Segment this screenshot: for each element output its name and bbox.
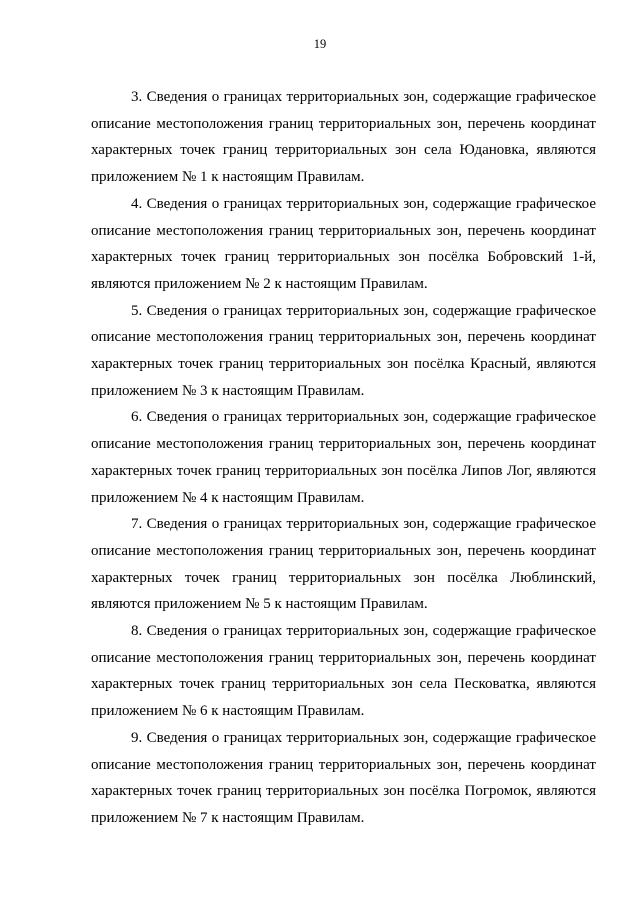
paragraph-item-8: 8. Сведения о границах территориальных зон, содержащие графическое описание местоположения границ территориальных зон, перечень координат характерных точек границ территориальных зон села Песковатка, являются приложением № 6 к настоящим Правилам. xyxy=(91,623,596,720)
paragraph-item-3: 3. Сведения о границах территориальных зон, содержащие графическое описание местоположения границ территориальных зон, перечень координат характерных точек границ территориальных зон села Юдановка, являются приложением № 1 к настоящим Правилам. xyxy=(91,89,596,186)
paragraph-item-6: 6. Сведения о границах территориальных зон, содержащие графическое описание местоположения границ территориальных зон, перечень координат характерных точек границ территориальных зон посёлка Липов Лог, являются приложением № 4 к настоящим Правилам. xyxy=(91,409,596,506)
page-number: 19 xyxy=(313,37,327,51)
paragraph-item-9: 9. Сведения о границах территориальных зон, содержащие графическое описание местоположения границ территориальных зон, перечень координат характерных точек границ территориальных зон посёлка Погромок, являются приложением № 7 к настоящим Правилам. xyxy=(91,729,596,826)
document-body xyxy=(91,84,596,832)
paragraph-item-4: 4. Сведения о границах территориальных зон, содержащие графическое описание местоположения границ территориальных зон, перечень координат характерных точек границ территориальных зон посёлка Бобровский 1-й, являются приложением № 2 к настоящим Правилам. xyxy=(91,195,596,292)
paragraph-item-5: 5. Сведения о границах территориальных зон, содержащие графическое описание местоположения границ территориальных зон, перечень координат характерных точек границ территориальных зон посёлка Красный, являются приложением № 3 к настоящим Правилам. xyxy=(91,302,596,399)
paragraph-item-7: 7. Сведения о границах территориальных зон, содержащие графическое описание местоположения границ территориальных зон, перечень координат характерных точек границ территориальных зон посёлка Люблинский, являются приложением № 5 к настоящим Правилам. xyxy=(91,516,596,613)
